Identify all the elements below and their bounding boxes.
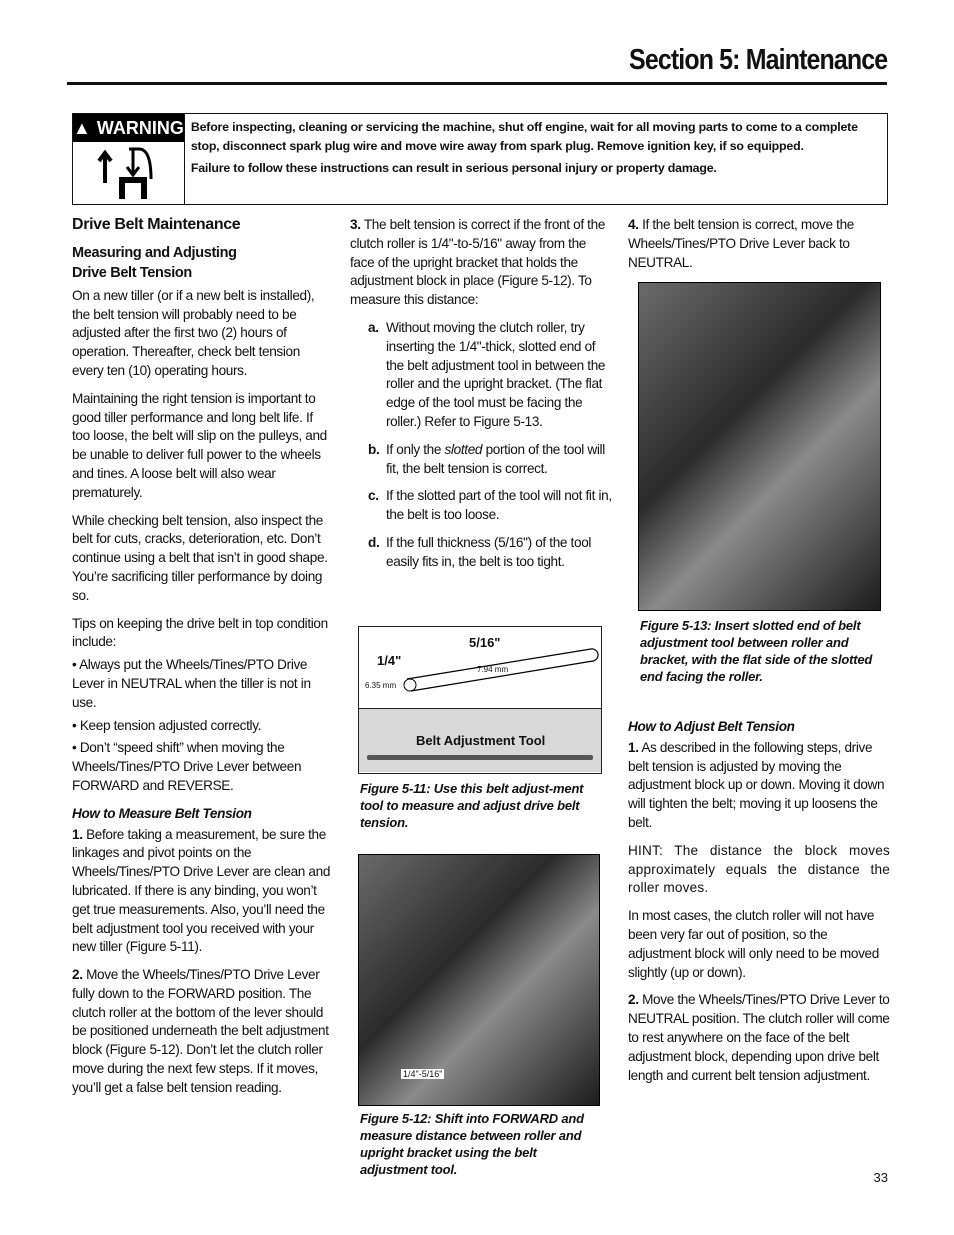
page-number: 33 xyxy=(873,1170,888,1185)
section-heading: Drive Belt Maintenance xyxy=(72,216,241,233)
paragraph: In most cases, the clutch roller will not have been very far out of position, so the adjustment block will only need to be moved slightly (up or down). xyxy=(628,908,879,980)
warning-label: ▲ WARNING xyxy=(73,114,184,142)
column-2 xyxy=(350,216,612,581)
adjust-step-1: 1. As described in the following steps, drive belt tension is adjusted by moving the adjustment block up or down. Moving it down will tighten the belt; moving it up loosens the belt. xyxy=(628,739,885,830)
figure-5-13-caption: Figure 5-13: Insert slotted end of belt adjustment tool between roller and bracket, with the flat side of the slotted end facing the roller. xyxy=(640,618,873,684)
paragraph: Tips on keeping the drive belt in top condition include: xyxy=(72,615,328,650)
warning-box xyxy=(72,113,888,205)
warning-text: Before inspecting, cleaning or servicing the machine, shut off engine, wait for all moving parts to come to a complete stop, disconnect spark plug wire and move wire away from spark plug. Remove ignition key, if so equipped. xyxy=(190,120,858,153)
header-rule xyxy=(67,82,887,85)
substep-c: c. If the slotted part of the tool will not fit in, the belt is too loose. xyxy=(368,488,612,523)
figure-5-13-photo xyxy=(638,282,881,611)
figure-5-11-tool: 5/16" 1/4" 6.35 mm 7.94 mm Belt Adjustment Tool xyxy=(358,626,602,774)
measure-heading: How to Measure Belt Tension xyxy=(72,805,252,821)
step-3: 3. The belt tension is correct if the front of the clutch roller is 1/4"-to-5/16" away from the face of the upright bracket that holds the adjustment block in place (Figure 5-12). To measure this distance: xyxy=(350,217,606,308)
bullet-item: • Always put the Wheels/Tines/PTO Drive Lever in NEUTRAL when the tiller is not in use. xyxy=(72,657,311,710)
step-2: 2. Move the Wheels/Tines/PTO Drive Lever fully down to the FORWARD position. The clutch roller at the bottom of the lever should be positioned underneath the belt adjustment block (Figure 5-12). Don’t let the clutch roller move during the next few steps. If it moves, you’ll get a false belt tension reading. xyxy=(72,967,329,1095)
hint: HINT: The distance the block moves approximately equals the distance the roller moves. xyxy=(628,842,890,896)
paragraph: Maintaining the right tension is important to good tiller performance and long belt life. If too loose, the belt will slip on the pulleys, and be unable to deliver full power to the wheels and tines. A loose belt will also wear prematurely. xyxy=(72,390,327,500)
figure-5-12-photo: 1/4"-5/16" xyxy=(358,854,600,1106)
subsection-heading: Measuring and Adjusting Drive Belt Tension xyxy=(72,244,237,281)
substep-d: d. If the full thickness (5/16") of the tool easily fits in, the belt is too tight. xyxy=(368,534,592,569)
column-1 xyxy=(72,216,334,1107)
paragraph: On a new tiller (or if a new belt is installed), the belt tension will probably need to be adjusted after the first two (2) hours of operation. Thereafter, check belt tension every ten (10) operating hours. xyxy=(72,287,315,378)
warning-consequence: Failure to follow these instructions can result in serious personal injury or property damage. xyxy=(190,161,717,175)
warning-triangle-icon: ▲ xyxy=(73,117,91,138)
paragraph: While checking belt tension, also inspect the belt for cuts, cracks, deterioration, etc. Don’t continue using a belt that isn’t in good shape. You’re sacrificing tiller performance by doing so. xyxy=(72,512,328,603)
page-title: Section 5: Maintenance xyxy=(628,44,887,76)
step-4: 4. If the belt tension is correct, move the Wheels/Tines/PTO Drive Lever back to NEUTRAL. xyxy=(628,217,854,270)
figure-5-12-caption: Figure 5-12: Shift into FORWARD and measure distance between roller and upright bracket using the belt adjustment tool. xyxy=(360,1111,584,1177)
adjust-step-2: 2. Move the Wheels/Tines/PTO Drive Lever to NEUTRAL position. The clutch roller will come to rest anywhere on the face of the belt adjustment block, depending upon drive belt length and current belt tension adjustment. xyxy=(628,992,890,1083)
bullet-item: • Don’t “speed shift” when moving the Wheels/Tines/PTO Drive Lever between FORWARD and REVERSE. xyxy=(72,740,302,793)
adjust-heading: How to Adjust Belt Tension xyxy=(628,719,795,734)
bullet-item: • Keep tension adjusted correctly. xyxy=(72,717,262,733)
spark-plug-icon xyxy=(73,142,184,204)
substep-a: a. Without moving the clutch roller, try inserting the 1/4"-thick, slotted end of the belt adjustment tool in between the roller and the upright bracket. (The flat edge of the tool must be facing the roller.) Refer to Figure 5-13. xyxy=(368,319,606,429)
figure-5-11-caption: Figure 5-11: Use this belt adjust-ment tool to measure and adjust drive belt tension. xyxy=(360,781,584,830)
column-3-lower xyxy=(628,712,890,1094)
column-3 xyxy=(628,216,890,281)
step-1: 1. Before taking a measurement, be sure the linkages and pivot points on the Wheels/Tines/PTO Drive Lever are clean and lubricated. If there is any binding, you won’t get true measurements. Also, you’ll need the belt adjustment tool you received with your new tiller (Figure 5-11). xyxy=(72,826,331,955)
tool-diagram xyxy=(359,627,603,709)
substep-b: b. If only the slotted portion of the tool will fit, the belt tension is correct. xyxy=(368,441,605,476)
